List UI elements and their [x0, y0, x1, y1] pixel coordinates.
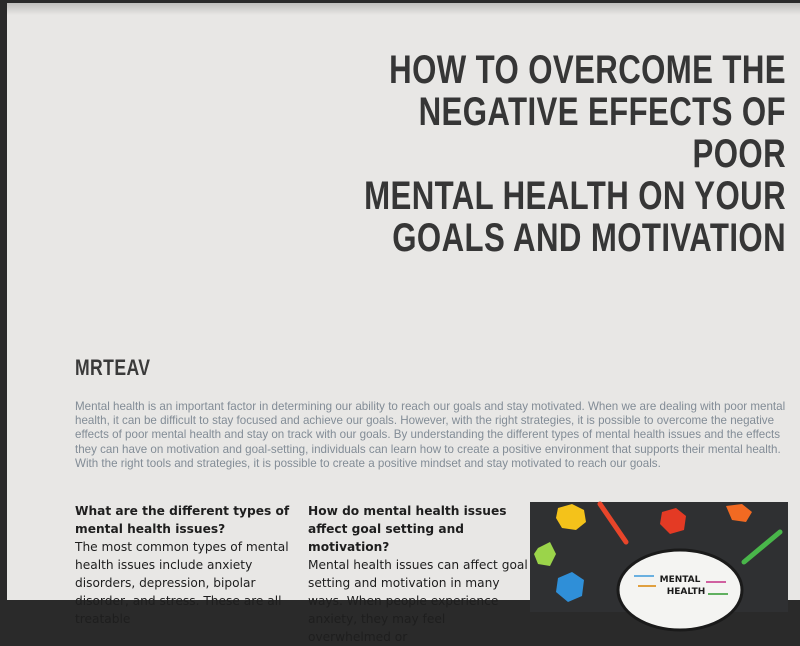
- intro-paragraph: Mental health is an important factor in determining our ability to reach our goals and stay motivated. When we are dealing with poor mental health, it can be difficult to stay focused and achieve our goals. However, with the right strategies, it is possible to overcome the negative effects of poor mental health and stay on track with our goals. By understanding the different types of mental health issues and the effects they can have on motivation and goal-setting, individuals can learn how to create a positive environment that supports their mental health. With the right tools and strategies, it is possible to create a positive mindset and stay motivated to reach our goals.: [75, 400, 786, 470]
- section-types-body: The most common types of mental health issues include anxiety disorders, depression, bipolar disorder, and stress. These are all treatable: [75, 540, 289, 626]
- section-effects-heading: How do mental health issues affect goal setting and motivation?: [308, 504, 507, 554]
- section-effects-body: Mental health issues can affect goal setting and motivation in many ways. When people experience anxiety, they may feel overwhelmed or: [308, 558, 528, 644]
- title-line-2: NEGATIVE EFFECTS OF POOR: [418, 90, 786, 176]
- section-types: [75, 502, 307, 628]
- top-shadow: [7, 3, 800, 15]
- illustration-label-2: HEALTH: [666, 587, 706, 597]
- mental-health-illustration: [530, 502, 788, 612]
- title-line-4: GOALS AND MOTIVATION: [392, 216, 786, 260]
- section-types-heading: What are the different types of mental health issues?: [75, 504, 290, 536]
- section-effects: [308, 502, 528, 646]
- title-line-1: HOW TO OVERCOME THE: [389, 48, 786, 92]
- author-name: MRTEAV: [75, 355, 151, 380]
- article-title: [349, 49, 786, 259]
- illustration-label-1: MENTAL: [659, 575, 701, 585]
- illustration-svg: [530, 502, 788, 612]
- article-page: [7, 3, 800, 644]
- title-line-3: MENTAL HEALTH ON YOUR: [364, 174, 786, 218]
